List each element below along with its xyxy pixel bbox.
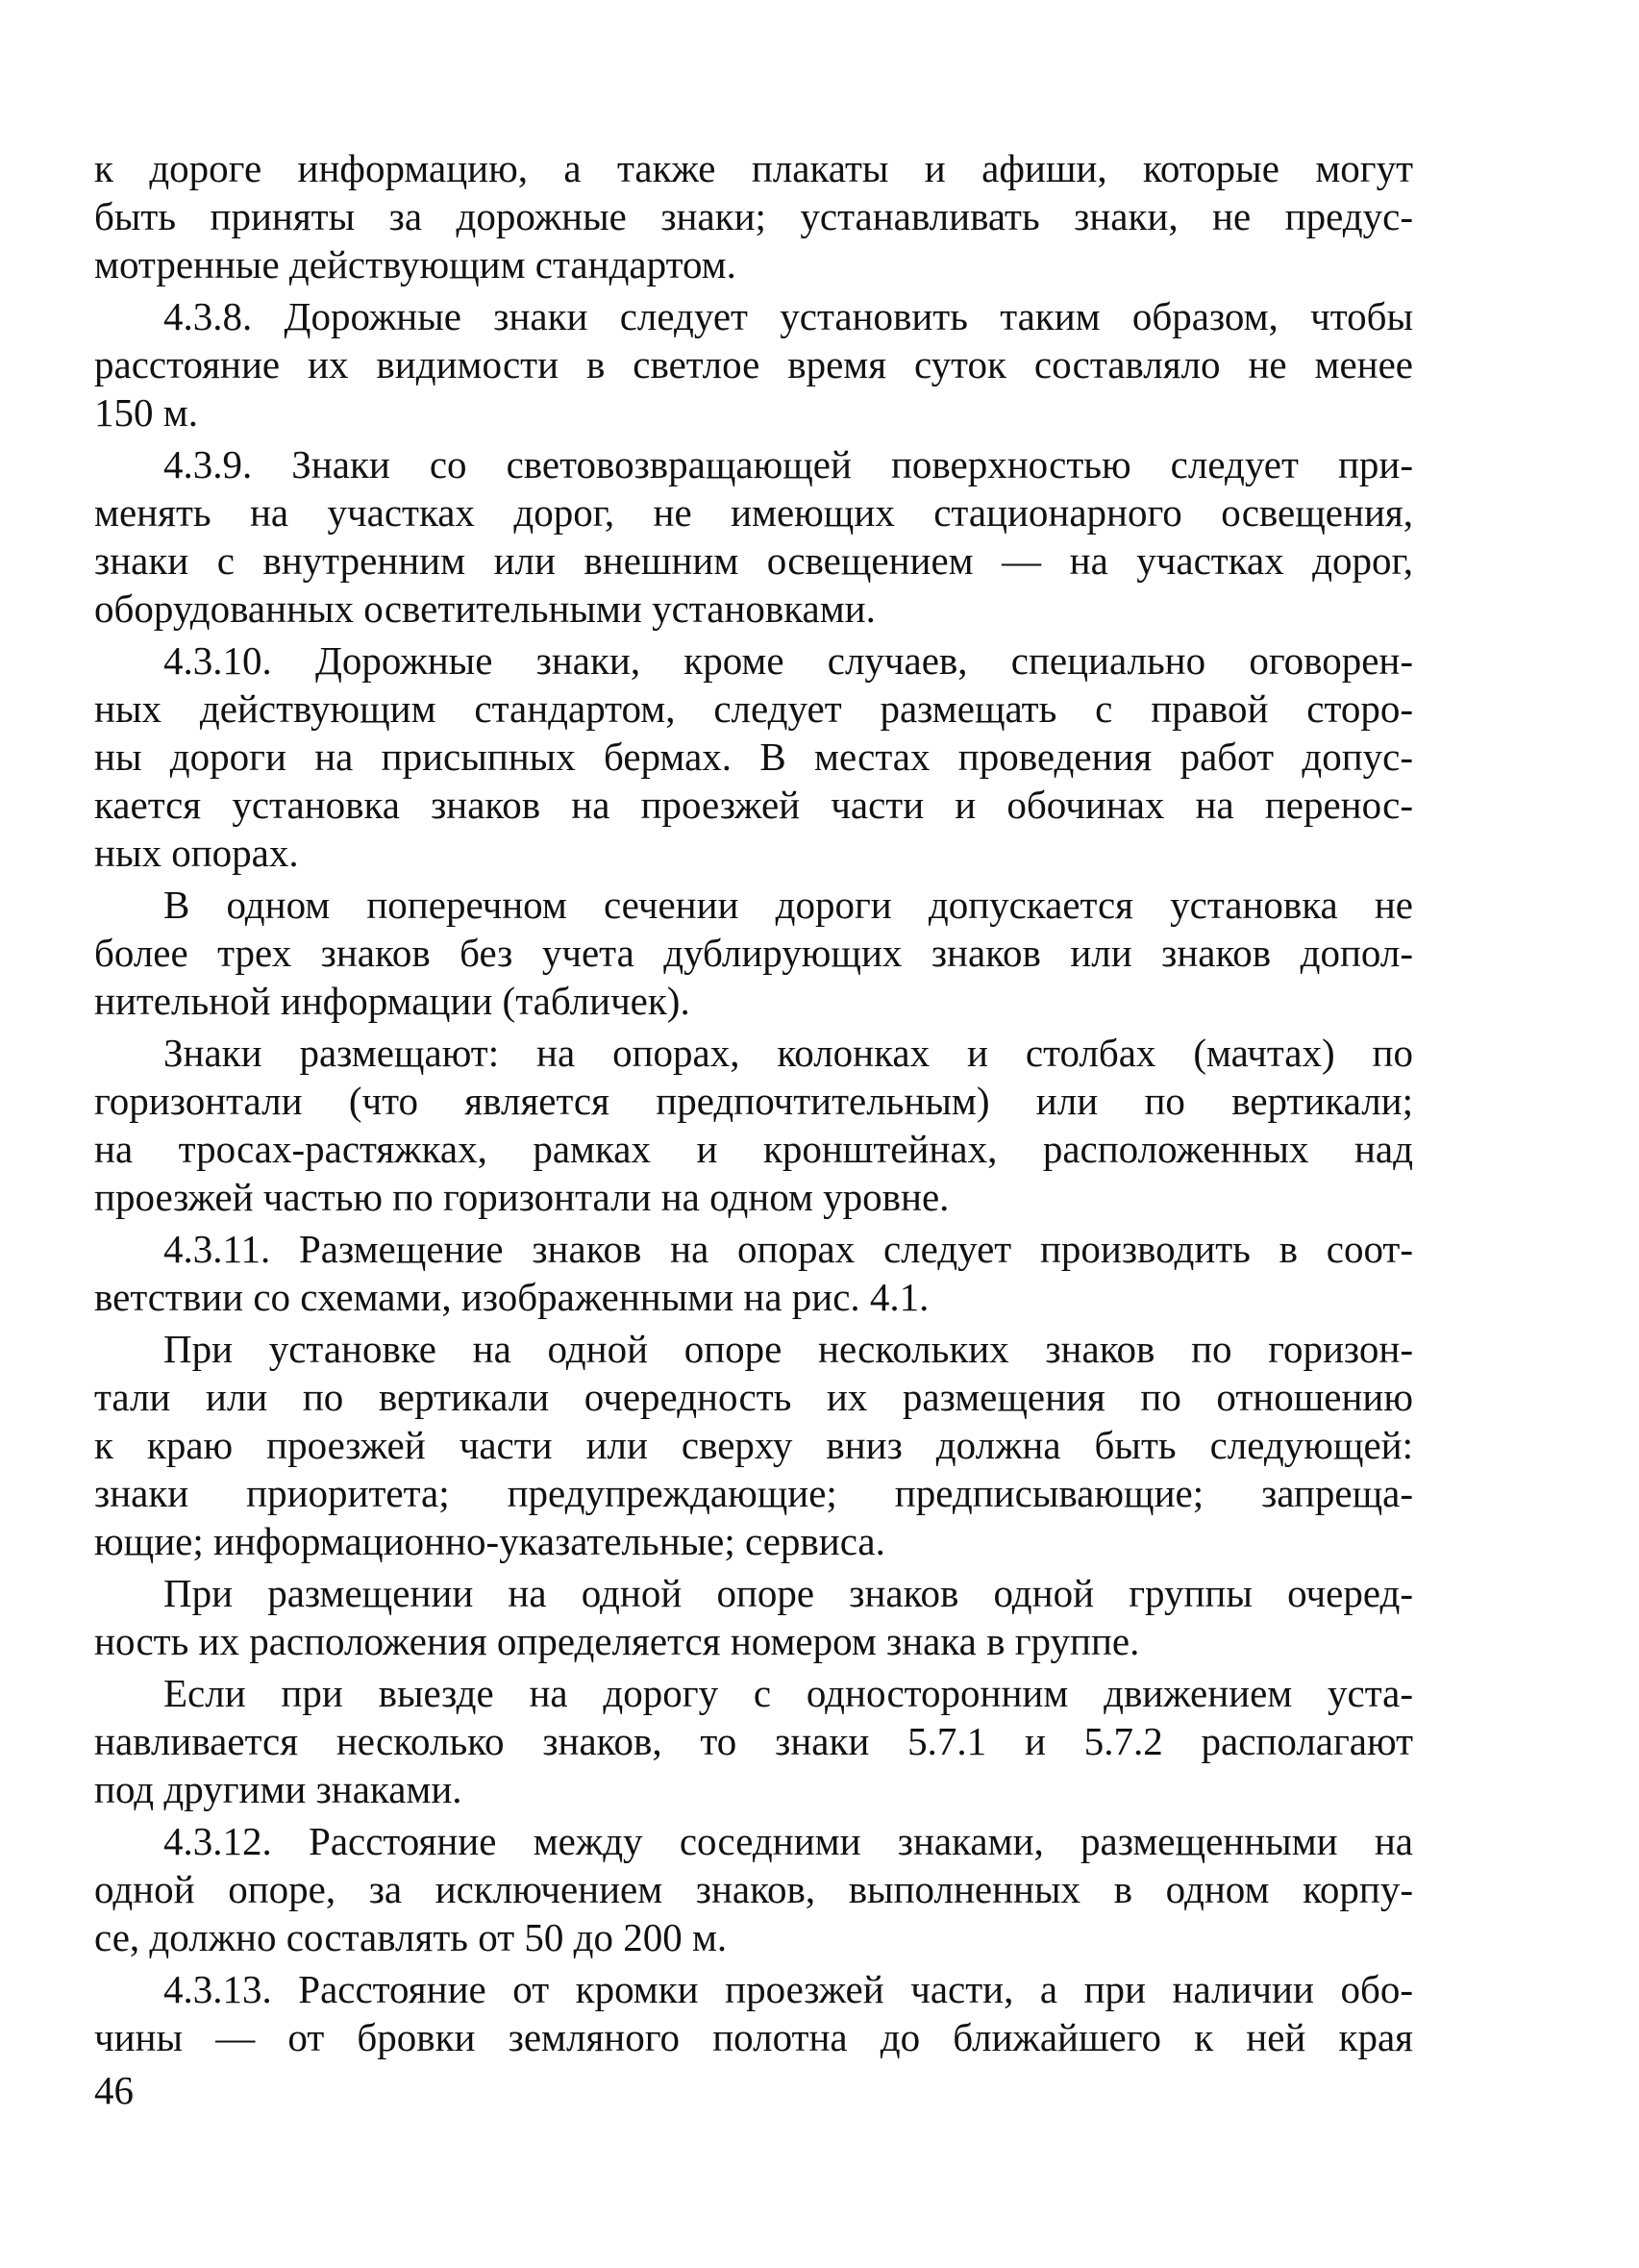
paragraph xyxy=(94,1225,1413,1321)
text-line: менять на участках дорог, не имеющих стационарного освещения, xyxy=(94,490,1413,535)
paragraph xyxy=(94,440,1413,633)
paragraph xyxy=(94,1669,1413,1813)
text-line: 4.3.13. Расстояние от кромки проезжей части, а при наличии обо- xyxy=(163,1967,1413,2011)
text-line: ющие; информационно-указательные; сервиса. xyxy=(94,1519,885,1563)
text-line: ность их расположения определяется номером знака в группе. xyxy=(94,1619,1140,1663)
text-line: 4.3.11. Размещение знаков на опорах следует производить в соот- xyxy=(163,1227,1413,1271)
text-line: мотренные действующим стандартом. xyxy=(94,242,736,287)
text-line: ветствии со схемами, изображенными на рис. 4.1. xyxy=(94,1275,930,1319)
text-line: При размещении на одной опоре знаков одной группы очеред- xyxy=(163,1571,1413,1615)
paragraph xyxy=(94,292,1413,436)
text-line: навливается несколько знаков, то знаки 5.7.1 и 5.7.2 располагают xyxy=(94,1719,1413,1763)
text-line: ных опорах. xyxy=(94,831,299,875)
text-line: более трех знаков без учета дублирующих знаков или знаков допол- xyxy=(94,931,1413,975)
paragraph xyxy=(94,144,1413,288)
paragraph xyxy=(94,881,1413,1025)
text-line: оборудованных осветительными установками. xyxy=(94,586,876,631)
paragraph xyxy=(94,1965,1413,2061)
text-line: Знаки размещают: на опорах, колонках и столбах (мачтах) по xyxy=(163,1031,1413,1075)
text-line: се, должно составлять от 50 до 200 м. xyxy=(94,1915,728,1959)
text-line: горизонтали (что является предпочтительным) или по вертикали; xyxy=(94,1079,1413,1123)
text-line: быть приняты за дорожные знаки; устанавливать знаки, не предус- xyxy=(94,194,1413,238)
paragraph xyxy=(94,636,1413,877)
text-line: 150 м. xyxy=(94,390,198,435)
document-page xyxy=(94,144,1413,2065)
text-line: При установке на одной опоре нескольких знаков по горизон- xyxy=(163,1327,1413,1371)
text-line: чины — от бровки земляного полотна до ближайшего к ней края xyxy=(94,2015,1413,2059)
text-line: проезжей частью по горизонтали на одном уровне. xyxy=(94,1175,950,1219)
text-line: тали или по вертикали очередность их размещения по отношению xyxy=(94,1375,1413,1419)
text-line: к краю проезжей части или сверху вниз должна быть следующей: xyxy=(94,1423,1413,1467)
text-line: нительной информации (табличек). xyxy=(94,979,690,1023)
paragraph xyxy=(94,1569,1413,1665)
text-line: В одном поперечном сечении дороги допускается установка не xyxy=(163,883,1413,927)
text-line: одной опоре, за исключением знаков, выполненных в одном корпу- xyxy=(94,1867,1413,1911)
text-line: под другими знаками. xyxy=(94,1767,462,1811)
page-number: 46 xyxy=(94,2068,134,2112)
paragraph xyxy=(94,1817,1413,1961)
text-line: 4.3.12. Расстояние между соседними знаками, размещенными на xyxy=(163,1819,1413,1863)
text-line: знаки с внутренним или внешним освещением — на участках дорог, xyxy=(94,538,1413,583)
text-line: 4.3.8. Дорожные знаки следует установить таким образом, чтобы xyxy=(163,294,1413,338)
text-line: 4.3.10. Дорожные знаки, кроме случаев, специально оговорен- xyxy=(163,638,1413,683)
text-line: ны дороги на присыпных бермах. В местах проведения работ допус- xyxy=(94,735,1413,779)
text-line: 4.3.9. Знаки со световозвращающей поверхностью следует при- xyxy=(163,442,1413,486)
text-line: к дороге информацию, а также плакаты и афиши, которые могут xyxy=(94,146,1413,190)
text-line: расстояние их видимости в светлое время суток составляло не менее xyxy=(94,342,1413,386)
text-line: ных действующим стандартом, следует размещать с правой сторо- xyxy=(94,686,1413,731)
text-line: знаки приоритета; предупреждающие; предписывающие; запреща- xyxy=(94,1471,1413,1515)
text-line: кается установка знаков на проезжей части и обочинах на перенос- xyxy=(94,783,1413,827)
text-line: на тросах-растяжках, рамках и кронштейнах, расположенных над xyxy=(94,1127,1413,1171)
paragraph xyxy=(94,1325,1413,1565)
paragraph xyxy=(94,1029,1413,1221)
text-line: Если при выезде на дорогу с односторонним движением уста- xyxy=(163,1671,1413,1715)
